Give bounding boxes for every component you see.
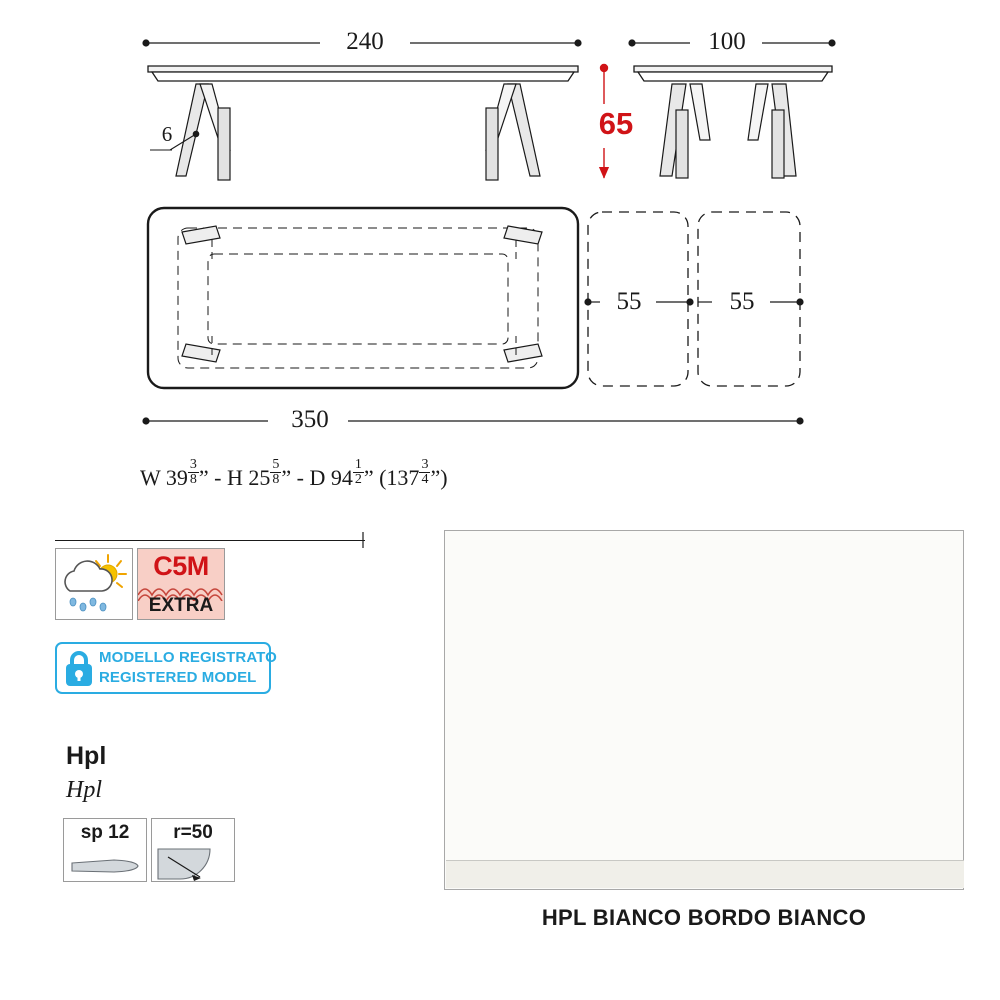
dim-240-label: 240 — [346, 28, 384, 55]
swatch-caption: HPL BIANCO BORDO BIANCO — [541, 905, 867, 930]
thickness-badge — [63, 818, 147, 882]
weather-resistance-badge — [55, 548, 133, 620]
dim-55-left-label: 55 — [616, 288, 642, 315]
corner-radius-icon — [152, 845, 235, 882]
dim-6-label: 6 — [161, 122, 173, 146]
c5m-extra: EXTRA — [148, 595, 214, 616]
radius-label: r=50 — [173, 822, 213, 843]
quote-2: ” — [281, 465, 292, 491]
registered-model-line2: REGISTERED MODEL — [99, 669, 257, 686]
dim-350-label: 350 — [291, 406, 329, 433]
imperial-dimensions — [140, 458, 448, 491]
swatch-image — [444, 530, 964, 890]
dim-100-label: 100 — [708, 28, 746, 55]
quote-1: ” — [198, 465, 209, 491]
imperial-depth-fraction: $\frac{1}{2}$ — [354, 457, 362, 487]
padlock-icon — [63, 650, 95, 688]
thickness-label: sp 12 — [80, 822, 130, 843]
dim-65-label: 65 — [598, 106, 634, 141]
quote-3: ” — [363, 465, 374, 491]
imperial-height-prefix: - H 25 — [214, 465, 271, 491]
corrosion-class-badge — [137, 548, 225, 620]
radius-badge — [151, 818, 235, 882]
finish-swatch — [444, 530, 964, 930]
imperial-depth-alt-close: ) — [440, 465, 448, 491]
imperial-width-prefix: W 39 — [140, 465, 188, 491]
registered-model-line1: MODELLO REGISTRATO — [99, 649, 277, 666]
imperial-depth-alt-open: (137 — [379, 465, 420, 491]
sun-cloud-rain-icon — [56, 549, 132, 619]
dim-55-right-label: 55 — [729, 288, 755, 315]
edge-profile-icon — [68, 851, 142, 879]
imperial-height-fraction: $\frac{5}{8}$ — [272, 457, 280, 487]
imperial-depth-prefix: - D 94 — [296, 465, 353, 491]
section-divider — [55, 540, 365, 541]
registered-model-badge — [55, 642, 277, 694]
imperial-depth-alt-fraction: $\frac{3}{4}$ — [421, 457, 429, 487]
imperial-width-fraction: $\frac{3}{8}$ — [189, 457, 197, 487]
material-name: Hpl — [66, 742, 107, 770]
c5m-code: C5M — [153, 551, 209, 581]
divider-tick — [355, 532, 369, 550]
swatch-edge-band — [446, 860, 964, 888]
quote-4: ” — [430, 465, 441, 491]
material-name-italic: Hpl — [66, 777, 102, 803]
info-column — [0, 520, 440, 1000]
